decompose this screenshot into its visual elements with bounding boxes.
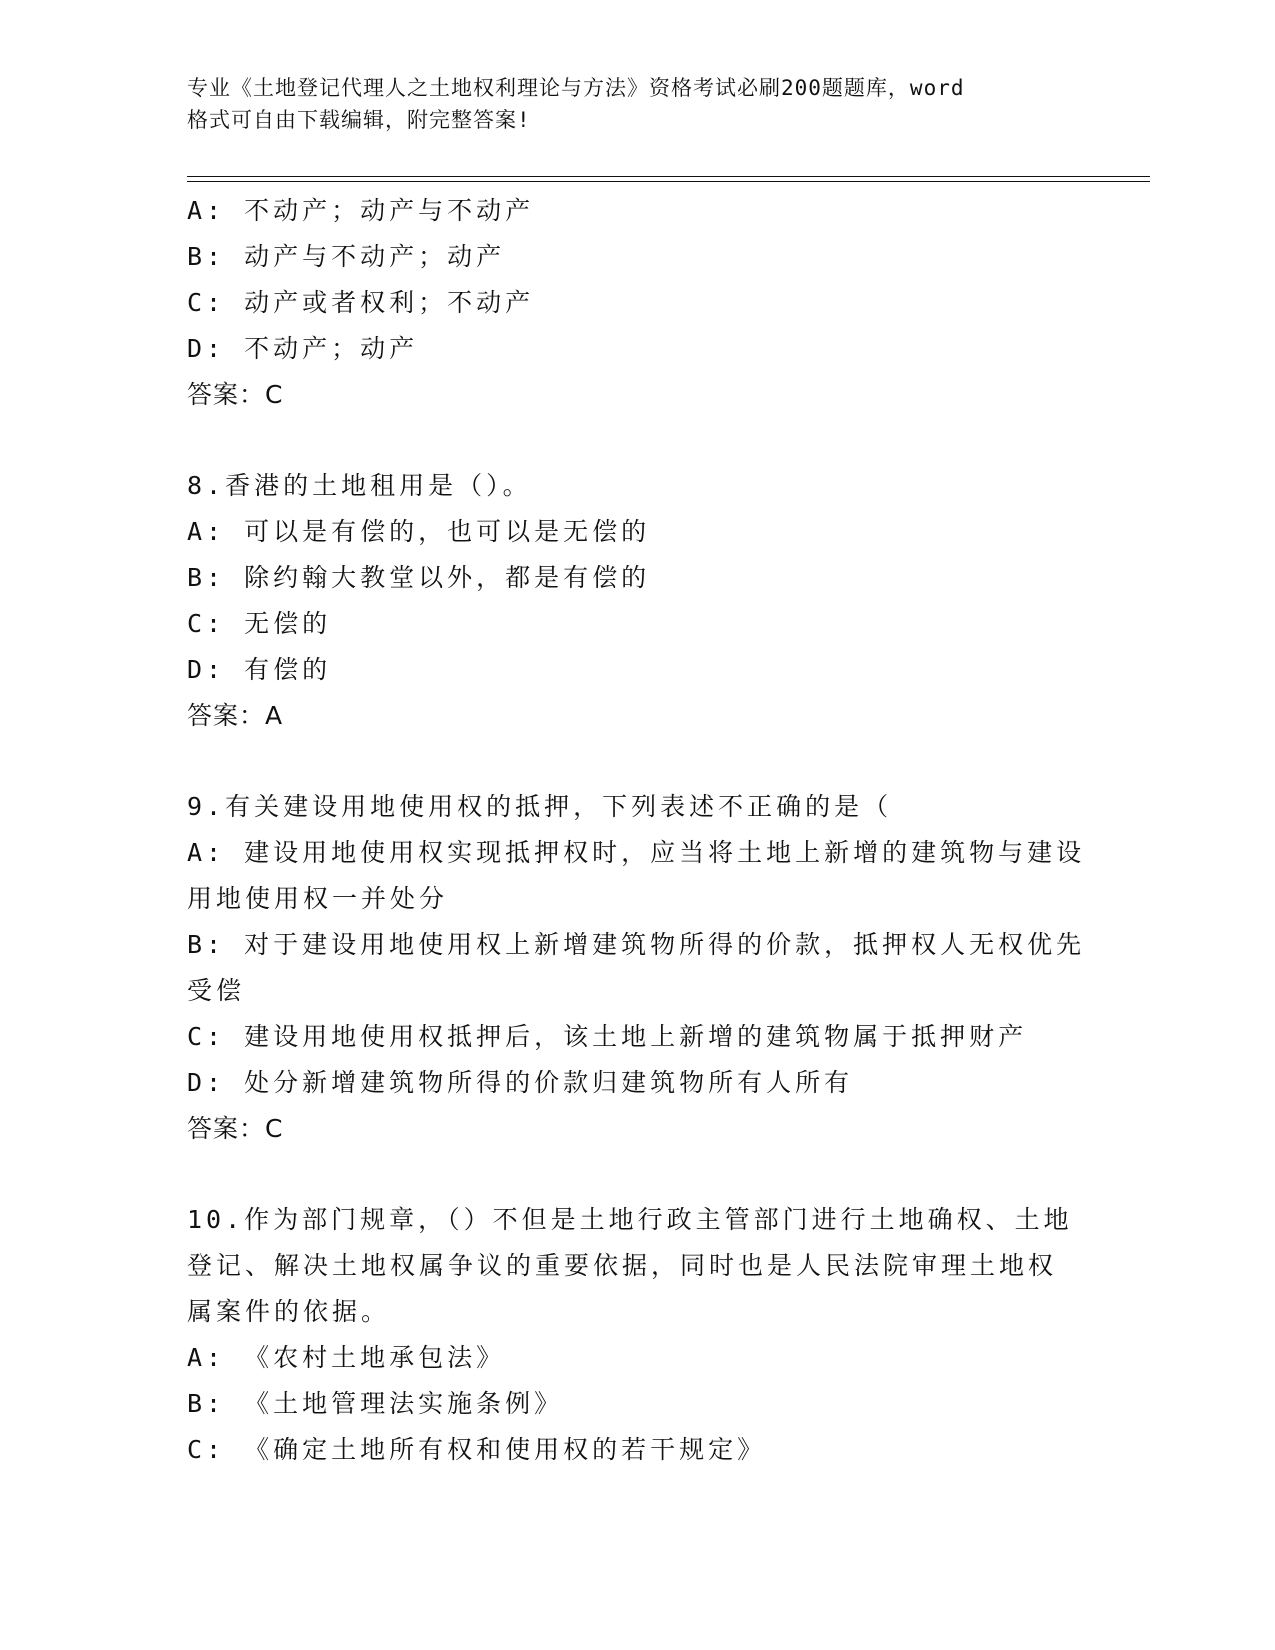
option-d: D: 不动产；动产 [187,334,419,363]
answer: 答案：A [187,701,284,730]
option-a-line-1: A: 建设用地使用权实现抵押权时，应当将土地上新增的建筑物与建设 [187,838,1086,867]
option-b-line-2: 受偿 [187,976,246,1005]
option-a-line-2: 用地使用权一并处分 [187,884,449,913]
option-d: D: 有偿的 [187,655,332,684]
question-10 [187,1197,1087,1473]
option-c: C: 无偿的 [187,609,332,638]
question-list [187,188,1087,1473]
option-c: C: 建设用地使用权抵押后，该土地上新增的建筑物属于抵押财产 [187,1022,1028,1051]
option-b-line-1: B: 对于建设用地使用权上新增建筑物所得的价款，抵押权人无权优先 [187,930,1086,959]
header-divider-top [187,176,1150,177]
header-line-2: 格式可自由下载编辑，附完整答案! [187,108,531,132]
option-a: A: 可以是有偿的，也可以是无偿的 [187,517,651,546]
option-a: A: 不动产；动产与不动产 [187,196,535,225]
question-text-line-2: 登记、解决土地权属争议的重要依据，同时也是人民法院审理土地权 [187,1251,1058,1280]
question-7 [187,188,1087,418]
question-9 [187,784,1087,1152]
header-divider-bottom [187,181,1150,182]
option-b: B: 除约翰大教堂以外，都是有偿的 [187,563,651,592]
option-a: A: 《农村土地承包法》 [187,1343,506,1372]
header-line-1: 专业《土地登记代理人之土地权利理论与方法》资格考试必刷200题题库，word [187,76,965,100]
question-text: 8.香港的土地租用是（）。 [187,471,532,500]
option-b: B: 动产与不动产；动产 [187,242,506,271]
option-b: B: 《土地管理法实施条例》 [187,1389,564,1418]
option-c: C: 动产或者权利；不动产 [187,288,535,317]
answer: 答案：C [187,1114,284,1143]
question-text-line-3: 属案件的依据。 [187,1297,391,1326]
option-d: D: 处分新增建筑物所得的价款归建筑物所有人所有 [187,1068,854,1097]
option-c: C: 《确定土地所有权和使用权的若干规定》 [187,1435,767,1464]
question-text: 9.有关建设用地使用权的抵押，下列表述不正确的是（ [187,792,893,821]
question-8 [187,463,1087,739]
answer: 答案：C [187,380,284,409]
question-text-line-1: 10.作为部门规章，（）不但是土地行政主管部门进行土地确权、土地 [187,1205,1073,1234]
document-header [187,72,1067,136]
